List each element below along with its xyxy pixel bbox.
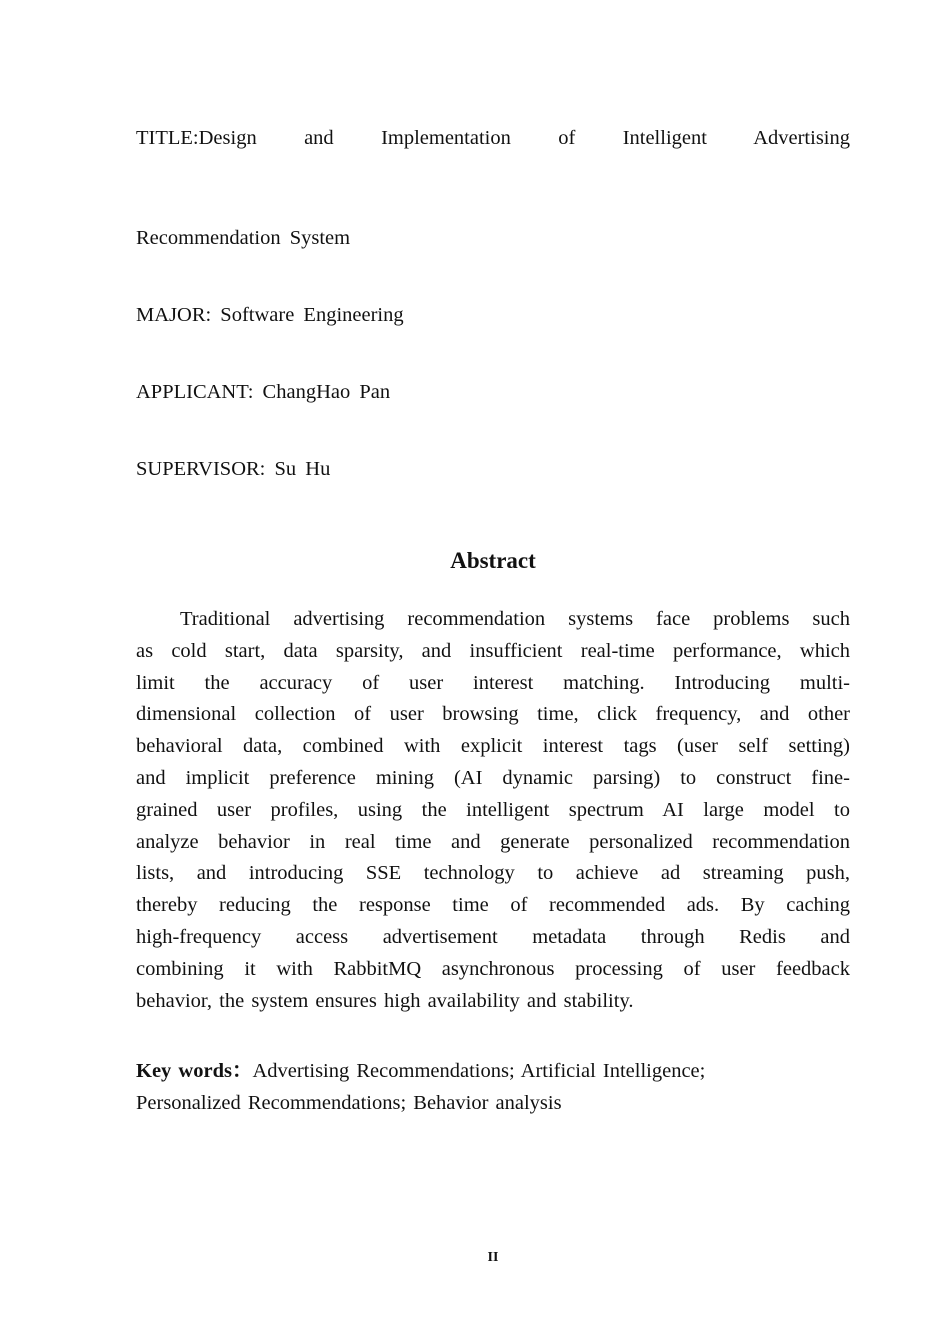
page-number: II: [487, 1250, 499, 1265]
title-word: Advertising: [753, 127, 850, 149]
abstract-body: [136, 604, 850, 1017]
title-word: Implementation: [381, 127, 511, 149]
title-word: and: [304, 127, 334, 149]
major: MAJOR: Software Engineering: [136, 304, 404, 326]
keywords-label: Key words：: [136, 1060, 253, 1082]
abstract-line: behavioral data, combined with explicit interest tags (user self setting): [136, 735, 850, 758]
abstract-line: behavior, the system ensures high availability and stability.: [136, 989, 634, 1012]
abstract-line: limit the accuracy of user interest matching. Introducing multi-: [136, 671, 850, 694]
keywords-text: Advertising Recommendations; Artificial Intelligence;: [252, 1060, 706, 1082]
keywords: [136, 1056, 850, 1120]
supervisor: SUPERVISOR: Su Hu: [136, 458, 331, 480]
abstract-line: lists, and introducing SSE technology to achieve ad streaming push,: [136, 862, 850, 885]
title-label-word: [136, 127, 257, 149]
abstract-line: and implicit preference mining (AI dynamic parsing) to construct fine-: [136, 766, 850, 789]
abstract-heading: Abstract: [450, 548, 536, 573]
title-word: of: [558, 127, 576, 149]
title-word: Intelligent: [622, 127, 707, 149]
abstract-line: grained user profiles, using the intelligent spectrum AI large model to: [136, 798, 850, 821]
abstract-line: as cold start, data sparsity, and insufficient real-time performance, which: [136, 639, 850, 662]
abstract-line: combining it with RabbitMQ asynchronous processing of user feedback: [136, 957, 850, 980]
abstract-line: analyze behavior in real time and generate personalized recommendation: [136, 830, 850, 853]
title-label: TITLE:: [136, 127, 199, 149]
keywords-line2: Personalized Recommendations; Behavior analysis: [136, 1091, 562, 1114]
abstract-line: high-frequency access advertisement metadata through Redis and: [136, 925, 850, 948]
thesis-title-line2: Recommendation System: [136, 227, 351, 249]
abstract-line: dimensional collection of user browsing time, click frequency, and other: [136, 703, 850, 726]
abstract-line: thereby reducing the response time of recommended ads. By caching: [136, 894, 850, 917]
keywords-line1: [136, 1056, 850, 1088]
abstract-line: Traditional advertising recommendation systems face problems such: [180, 608, 850, 630]
thesis-title-line1: [136, 127, 850, 150]
title-word: Design: [198, 127, 257, 149]
applicant: APPLICANT: ChangHao Pan: [136, 381, 391, 403]
